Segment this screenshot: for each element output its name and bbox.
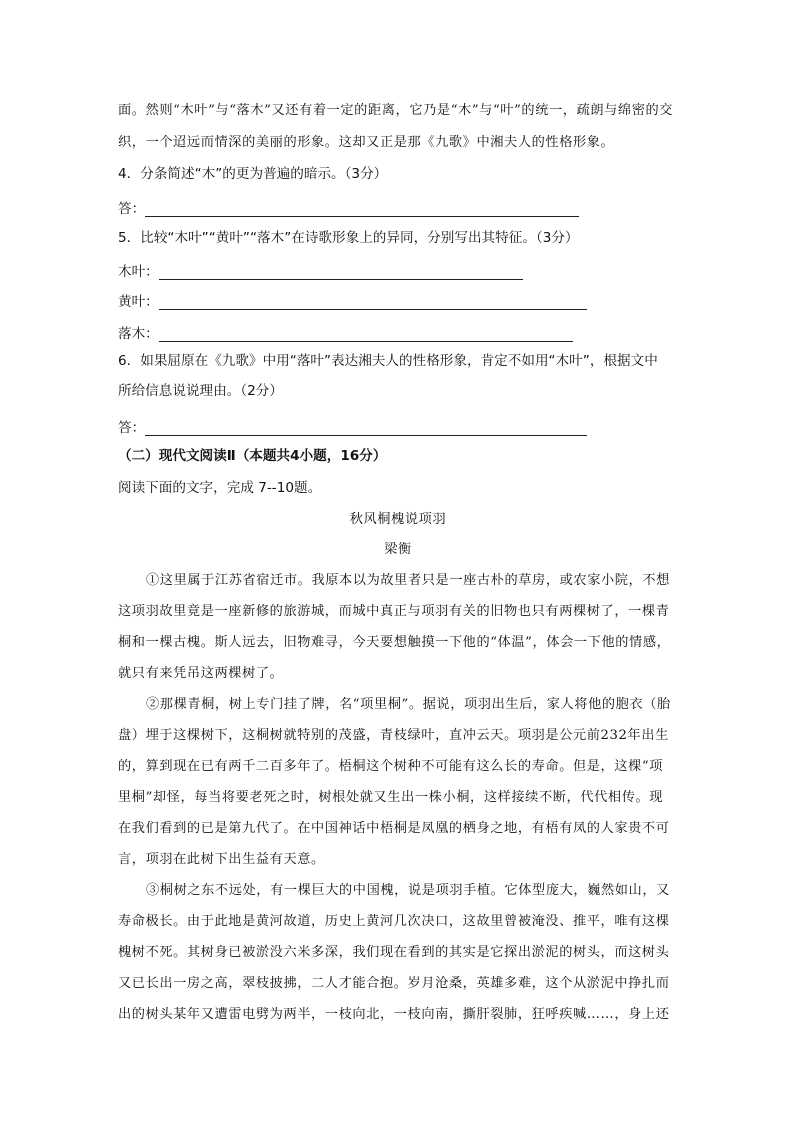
answer-line[interactable] xyxy=(159,327,573,342)
question-4-answer-row xyxy=(118,197,678,217)
answer-line[interactable] xyxy=(145,421,587,436)
question-6-answer-row xyxy=(118,416,678,436)
text-line: ①这里属于江苏省宿迁市。我原本以为故里者只是一座古朴的草房，或农家小院，不想 xyxy=(146,573,670,588)
answer-line[interactable] xyxy=(159,295,587,310)
article-author xyxy=(118,542,678,558)
question-6-text-line: 6．如果屈原在《九歌》中用“落叶”表达湘夫人的性格形象，肯定不如用“木叶”，根据文中 xyxy=(118,353,658,369)
section-title-text: （二）现代文阅读Ⅱ（本题共4小题，16分） xyxy=(118,448,387,464)
intro-paragraph xyxy=(118,103,678,151)
section-title xyxy=(118,448,678,464)
question-6-text-line: 所给信息说说理由。（2分） xyxy=(118,383,283,399)
text-line: 就只有来凭吊这两棵树了。 xyxy=(118,666,284,681)
text-line: 出的树头某年又遭雷电劈为两半，一枝向北，一枝向南，撕肝裂肺，狂呼疾喊……，身上还 xyxy=(118,1007,670,1022)
article-paragraph-2 xyxy=(118,697,678,868)
article-paragraph-3 xyxy=(118,883,678,1023)
answer-label: 木叶： xyxy=(118,264,159,280)
article-author-text: 梁衡 xyxy=(384,542,412,557)
text-line: 言，项羽在此树下出生益有天意。 xyxy=(118,852,325,867)
question-5-answer-muye xyxy=(118,260,678,280)
text-line: 寿命极长。由于此地是黄河故道，历史上黄河几次决口，这故里曾被淹没、推平，唯有这棵 xyxy=(118,914,670,929)
question-5-text: 5．比较“木叶”“黄叶”“落木”在诗歌形象上的异同，分别写出其特征。（3分） xyxy=(118,230,579,246)
text-line: 织，一个迢远而情深的美丽的形象。这却又正是那《九歌》中湘夫人的性格形象。 xyxy=(118,135,615,150)
text-line: 在我们看到的已是第九代了。在中国神话中梧桐是凤凰的栖身之地，有梧有凤的人家贵不可 xyxy=(118,821,670,836)
text-line: ③桐树之东不远处，有一棵巨大的中国槐，说是项羽手植。它体型庞大，巍然如山，又 xyxy=(146,883,670,898)
article-title-text: 秋风桐槐说项羽 xyxy=(349,512,447,527)
answer-label: 黄叶： xyxy=(118,294,159,310)
text-line: 槐树不死。其树身已被淤没六米多深，我们现在看到的其实是它探出淤泥的树头，而这树头 xyxy=(118,945,670,960)
question-6 xyxy=(118,353,678,399)
text-line: 里桐”却怪，每当将要老死之时，树根处就又生出一株小桐，这样接续不断，代代相传。现 xyxy=(118,790,664,805)
question-4-text: 4．分条简述“木”的更为普遍的暗示。（3分） xyxy=(118,166,388,182)
text-line: 盘）埋于这棵树下，这桐树就特别的茂盛，青枝绿叶，直冲云天。项羽是公元前232年出生 xyxy=(118,728,669,743)
answer-line[interactable] xyxy=(159,265,523,280)
text-line: 桐和一棵古槐。斯人远去，旧物难寻，今天要想触摸一下他的“体温”，体会一下他的情感， xyxy=(118,635,671,650)
question-5 xyxy=(118,230,678,246)
section-instruction-text: 阅读下面的文字，完成 7--10题。 xyxy=(118,480,322,496)
answer-label: 落木： xyxy=(118,326,159,342)
text-line: 面。然则“木叶”与“落木”又还有着一定的距离，它乃是“木”与“叶”的统一，疏朗与绵密的交 xyxy=(118,103,674,118)
text-line: ②那棵青桐，树上专门挂了牌，名“项里桐”。据说，项羽出生后，家人将他的胞衣（胎 xyxy=(146,697,671,712)
text-line: 的，算到现在已有两千二百多年了。梧桐这个树种不可能有这么长的寿命。但是，这棵“项 xyxy=(118,759,664,774)
question-5-answer-luomu xyxy=(118,322,678,342)
answer-label: 答： xyxy=(118,201,146,217)
answer-label: 答： xyxy=(118,420,146,436)
answer-line[interactable] xyxy=(145,202,579,217)
article-paragraph-1 xyxy=(118,573,678,682)
question-5-answer-huangye xyxy=(118,290,678,310)
text-line: 这项羽故里竟是一座新修的旅游城，而城中真正与项羽有关的旧物也只有两棵树了，一棵青 xyxy=(118,604,670,619)
section-instruction xyxy=(118,480,678,496)
article-title xyxy=(118,512,678,528)
text-line: 又已长出一房之高，翠枝披拂，二人才能合抱。岁月沧桑，英雄多难，这个从淤泥中挣扎而 xyxy=(118,976,670,991)
question-4 xyxy=(118,166,678,182)
